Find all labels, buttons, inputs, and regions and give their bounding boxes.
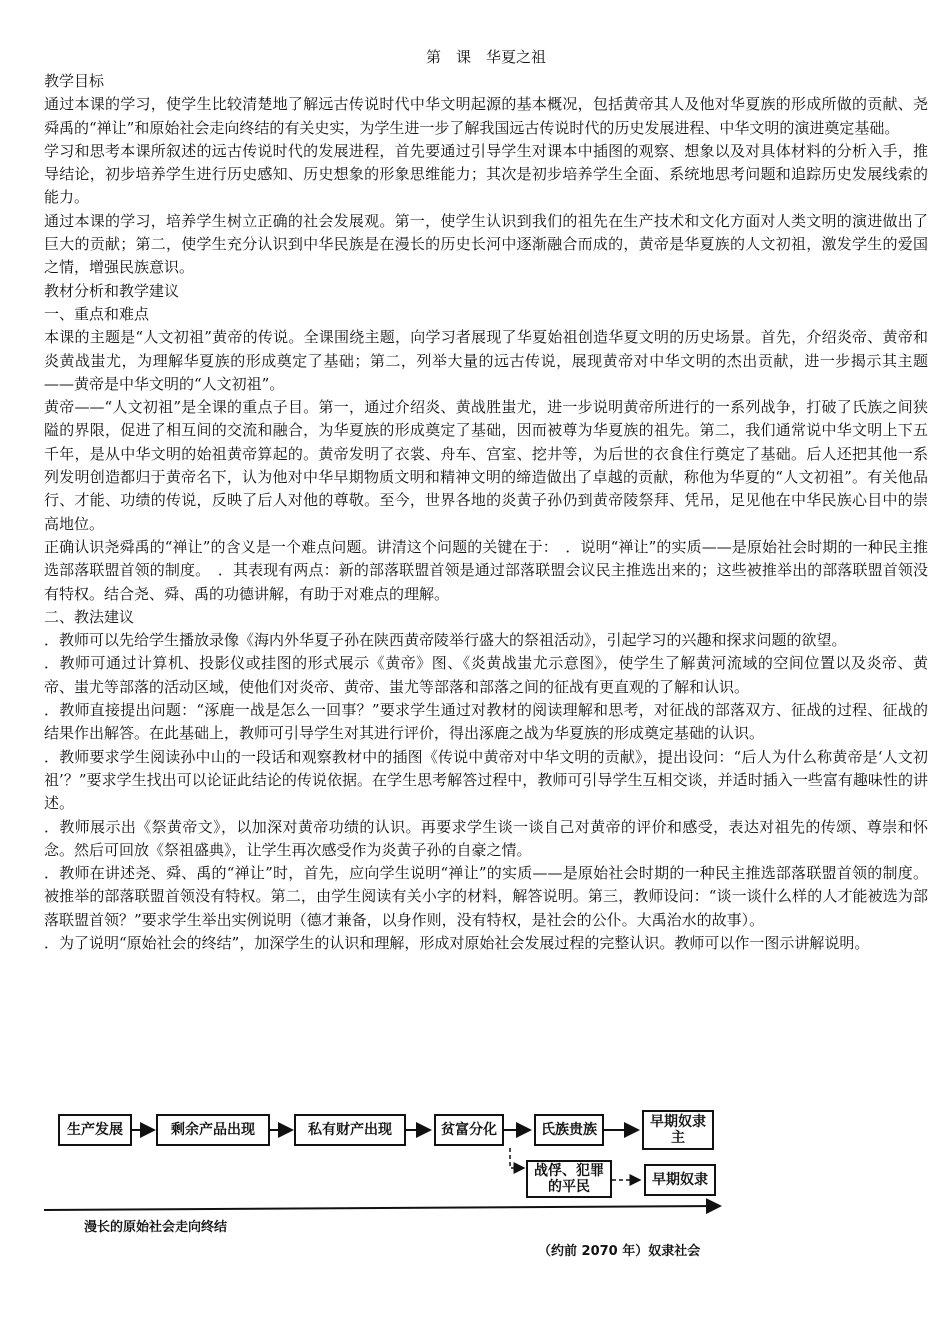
goals-paragraph-2: 学习和思考本课所叙述的远古传说时代的发展进程，首先要通过引导学生对课本中插图的观察、想象以及对具体材料的分析入手，推导结论，初步培养学生进行历史感知、历史想象的形象思维能力；其次是初步培养学生全面、系统地思考问题和追踪历史发展线索的能力。	[44, 141, 928, 207]
branch-arrow	[510, 1148, 524, 1168]
goals-paragraph-1: 通过本课的学习，使学生比较清楚地了解远古传说时代中华文明起源的基本概况，包括黄帝其人及他对华夏族的形成所做的贡献、尧舜禹的“禅让”和原始社会走向终结的有关史实，为学生进一步了解我国远古传说时代的历史发展进程、中华文明的演进奠定基础。	[44, 95, 928, 137]
key-points-heading: 一、重点和难点	[44, 304, 150, 323]
key-paragraph-3: 正确认识尧舜禹的“禅让”的含义是一个难点问题。讲清这个问题的关键在于： ．说明“禅让”的实质——是原始社会时期的一种民主推选部落联盟首领的制度。 ．其表现有两点：新的部落联盟首领是通过部落联盟会议民主推选出来的；这些被推举出的部落联盟首领没有特权。结合尧、舜、禹的功德讲解，有助于对难点的理解。	[44, 537, 928, 603]
box-surplus: 剩余产品出现	[156, 1114, 270, 1146]
document-page	[44, 44, 928, 955]
goals-paragraph-3: 通过本课的学习，培养学生树立正确的社会发展观。第一，使学生认识到我们的祖先在生产技术和文化方面对人类文明的演进做出了巨大的贡献；第二，使学生充分认识到中华民族是在漫长的历史长河中逐渐融合而成的，黄帝是华夏族的人文初祖，激发学生的爱国之情，增强民族意识。	[44, 211, 928, 277]
method-heading: 二、教法建议	[44, 607, 135, 626]
box-captives: 战俘、犯罪的平民	[526, 1160, 612, 1198]
box-slaves: 早期奴隶	[644, 1164, 716, 1196]
method-item-1: ．教师可以先给学生播放录像《海内外华夏子孙在陕西黄帝陵举行盛大的祭祖活动》，引起学习的兴趣和探求问题的欲望。	[44, 631, 847, 650]
box-private-property: 私有财产出现	[294, 1114, 406, 1146]
timeline-arrow	[44, 1206, 720, 1210]
box-production: 生产发展	[58, 1114, 132, 1146]
method-item-5: ．教师展示出《祭黄帝文》，以加深对黄帝功绩的认识。再要求学生谈一谈自己对黄帝的评价和感受，表达对祖先的传颂、尊崇和怀念。然后可回放《祭祖盛典》，让学生再次感受作为炎黄子孙的自豪之情。	[44, 817, 928, 859]
analysis-heading: 教材分析和教学建议	[44, 281, 180, 300]
method-item-2: ．教师可通过计算机、投影仪或挂图的形式展示《黄帝》图、《炎黄战蚩尤示意图》，使学生了解黄河流域的空间位置以及炎帝、黄帝、蚩尤等部落的活动区域，使他们对炎帝、黄帝、蚩尤等部落和部落之间的征战有更直观的了解和认识。	[44, 654, 928, 696]
box-slave-owner: 早期奴隶主	[642, 1110, 714, 1150]
method-item-4: ．教师要求学生阅读孙中山的一段话和观察教材中的插图《传说中黄帝对中华文明的贡献》，提出设问：“后人为什么称黄帝是‘人文初祖’？”要求学生找出可以论证此结论的传说依据。在学生思考解答过程中，教师可引导学生互相交谈，并适时插入一些富有趣味性的讲述。	[44, 747, 928, 813]
page-title: 第 课 华夏之祖	[425, 48, 546, 66]
method-item-6: ．教师在讲述尧、舜、禹的“禅让”时，首先，应向学生说明“禅让”的实质——是原始社会时期的一种民主推选部落联盟首领的制度。被推举的部落联盟首领没有特权。第二，由学生阅读有关小字的材料，解答说明。第三，教师设问：“谈一谈什么样的人才能被选为部落联盟首领？”要求学生举出实例说明（德才兼备，以身作则，没有特权，是社会的公仆。大禹治水的故事）。	[44, 864, 928, 929]
society-flow-diagram	[44, 1100, 734, 1268]
timeline-label: 漫长的原始社会走向终结	[84, 1220, 228, 1235]
key-paragraph-1: 本课的主题是“人文初祖”黄帝的传说。全课围绕主题，向学习者展现了华夏始祖创造华夏文明的历史场景。首先，介绍炎帝、黄帝和炎黄战蚩尤，为理解华夏族的形成奠定了基础；第二，列举大量的远古传说，展现黄帝对中华文明的杰出贡献，进一步揭示其主题——黄帝是中华文明的“人文初祖”。	[44, 328, 928, 393]
box-wealth-gap: 贫富分化	[434, 1114, 504, 1146]
box-nobles: 氏族贵族	[534, 1114, 604, 1146]
era-label: （约前 2070 年）奴隶社会	[538, 1244, 701, 1259]
goals-heading: 教学目标	[44, 72, 105, 90]
method-item-3: ．教师直接提出问题：“涿鹿一战是怎么一回事？”要求学生通过对教材的阅读理解和思考，对征战的部落双方、征战的过程、征战的结果作出解答。在此基础上，教师可引导学生对其进行评价，得出涿鹿之战为华夏族的形成奠定基础的认识。	[44, 701, 928, 743]
method-item-7: ．为了说明“原始社会的终结”，加深学生的认识和理解，形成对原始社会发展过程的完整认识。教师可以作一图示讲解说明。	[44, 933, 870, 952]
key-paragraph-2: 黄帝——“人文初祖”是全课的重点子目。第一，通过介绍炎、黄战胜蚩尤，进一步说明黄帝所进行的一系列战争，打破了氏族之间狭隘的界限，促进了相互间的交流和融合，为华夏族的形成奠定了基础，因而被尊为华夏族的祖先。第二，我们通常说中华文明上下五千年，是从中华文明的始祖黄帝算起的。黄帝发明了衣裳、舟车、宫室、挖井等，为后世的衣食住行奠定了基础。后人还把其他一系列发明创造都归于黄帝名下，认为他对中华早期物质文明和精神文明的缔造做出了卓越的贡献，称他为华夏的“人文初祖”。有关他品行、才能、功绩的传说，反映了后人对他的尊敬。至今，世界各地的炎黄子孙仍到黄帝陵祭拜、凭吊，足见他在中华民族心目中的崇高地位。	[44, 398, 928, 533]
